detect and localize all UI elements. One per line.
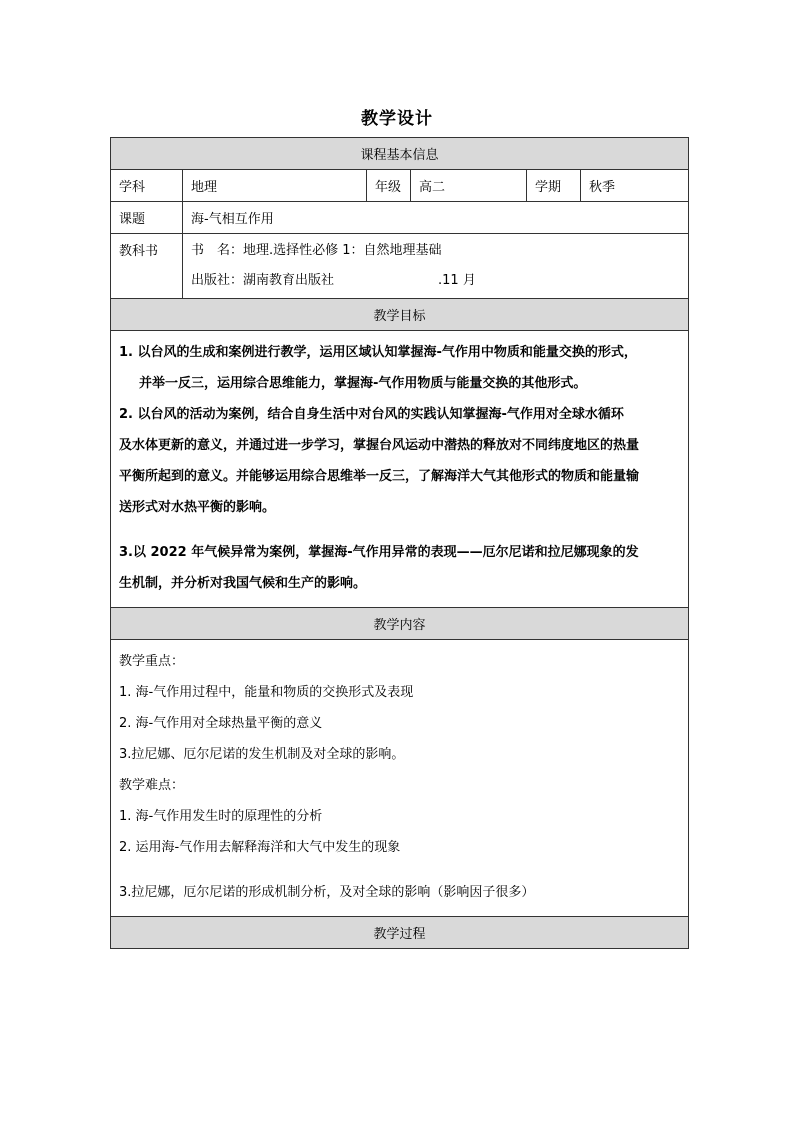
subject-label: 学科 — [111, 170, 183, 202]
textbook-label: 教科书 — [111, 234, 183, 299]
publisher-line — [191, 266, 680, 296]
page-title: 教学设计 — [361, 109, 433, 129]
subject-value: 地理 — [183, 170, 367, 202]
key-point-1: 1. 海-气作用过程中，能量和物质的交换形式及表现 — [119, 685, 414, 700]
difficult-point-2: 2. 运用海-气作用去解释海洋和大气中发生的现象 — [119, 840, 401, 855]
grade-value: 高二 — [411, 170, 527, 202]
publisher: 出版社：湖南教育出版社 — [191, 273, 335, 288]
key-points-label: 教学重点： — [119, 654, 185, 669]
objective-2-line-3: 平衡所起到的意义。并能够运用综合思维举一反三，了解海洋大气其他形式的物质和能量输 — [119, 469, 640, 484]
key-point-2: 2. 海-气作用对全球热量平衡的意义 — [119, 716, 323, 731]
key-point-3: 3.拉尼娜、厄尔尼诺的发生机制及对全球的影响。 — [119, 747, 405, 762]
objective-2-line-2: 及水体更新的意义，并通过进一步学习，掌握台风运动中潜热的释放对不同纬度地区的热量 — [119, 438, 640, 453]
section-header-process: 教学过程 — [111, 917, 689, 949]
objective-3-line-2: 生机制，并分析对我国气候和生产的影响。 — [119, 576, 367, 591]
book-name: 书 名：地理.选择性必修 1：自然地理基础 — [191, 243, 442, 258]
difficult-point-3: 3.拉尼娜，厄尔尼诺的形成机制分析，及对全球的影响（影响因子很多） — [119, 885, 535, 900]
objectives-body — [111, 331, 689, 608]
difficult-point-1: 1. 海-气作用发生时的原理性的分析 — [119, 809, 323, 824]
topic-value: 海-气相互作用 — [183, 202, 689, 234]
objective-3-line-1: 3.以 2022 年气候异常为案例，掌握海-气作用异常的表现——厄尔尼诺和拉尼娜现象的发 — [119, 545, 639, 560]
section-header-basic-info: 课程基本信息 — [111, 138, 689, 170]
section-header-objectives: 教学目标 — [111, 299, 689, 331]
topic-label: 课题 — [111, 202, 183, 234]
term-value: 秋季 — [581, 170, 689, 202]
textbook-info — [183, 234, 689, 299]
objective-1-line-2: 并举一反三，运用综合思维能力，掌握海-气作用物质与能量交换的其他形式。 — [139, 376, 587, 391]
grade-label: 年级 — [367, 170, 411, 202]
difficult-points-label: 教学难点： — [119, 778, 185, 793]
section-header-content: 教学内容 — [111, 608, 689, 640]
objective-2-line-1: 2. 以台风的活动为案例，结合自身生活中对台风的实践认知掌握海-气作用对全球水循环 — [119, 407, 624, 422]
content-body — [111, 640, 689, 917]
term-label: 学期 — [527, 170, 581, 202]
objective-2-line-4: 送形式对水热平衡的影响。 — [119, 500, 276, 515]
publish-date: .11 月 — [438, 273, 476, 288]
lesson-plan-table — [110, 137, 689, 949]
objective-1-line-1: 1. 以台风的生成和案例进行教学，运用区域认知掌握海-气作用中物质和能量交换的形式， — [119, 345, 637, 360]
